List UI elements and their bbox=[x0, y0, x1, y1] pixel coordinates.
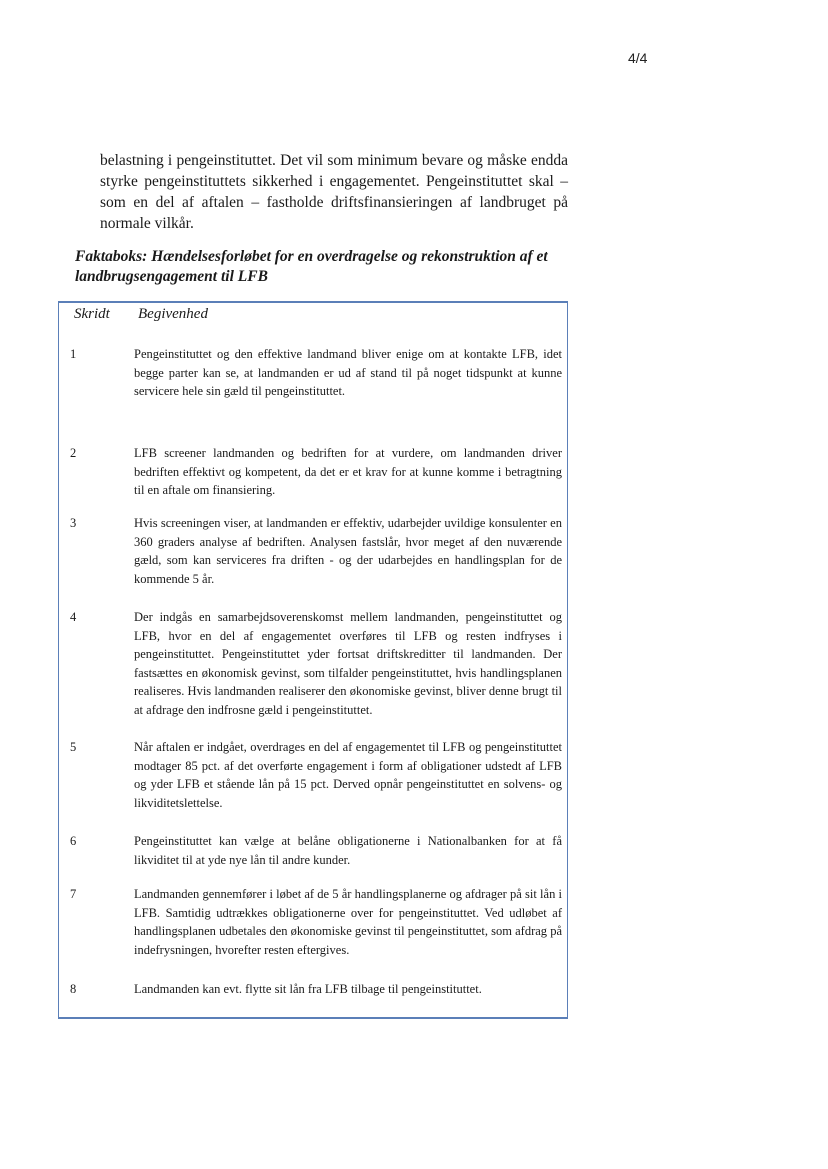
event-text: Landmanden gennemfører i løbet af de 5 år handlingsplanerne og afdrager på sit lån i LFB. Samtidig udtrækkes obligationerne over for pengeinstituttet. Ved udløbet af handlingsplanen udbetales den økonomiske gevinst til pengeinstituttet, som afdrag på indefrysningen, hvorefter resten eftergives. bbox=[134, 887, 562, 957]
step-number: 4 bbox=[70, 610, 77, 624]
step-number: 7 bbox=[70, 887, 77, 901]
step-number: 8 bbox=[70, 982, 77, 996]
step-number: 1 bbox=[70, 347, 77, 361]
event-text: Pengeinstituttet kan vælge at belåne obligationerne i Nationalbanken for at få likviditet til at yde nye lån til andre kunder. bbox=[134, 834, 562, 867]
faktaboks-title: Faktaboks: Hændelsesforløbet for en overdragelse og rekonstruktion af et landbrugsengagement til LFB bbox=[75, 248, 548, 285]
page-number: 4/4 bbox=[628, 50, 648, 66]
header-event: Begivenhed bbox=[138, 306, 208, 322]
step-number: 5 bbox=[70, 740, 77, 754]
event-text: Hvis screeningen viser, at landmanden er effektiv, udarbejder uvildige konsulenter en 360 graders analyse af bedriften. Analysen fastslår, hvor meget af den nuværende gæld, som kan serviceres fra driften - og der udarbejdes en handlingsplan for de kommende 5 år. bbox=[134, 516, 562, 586]
step-number: 3 bbox=[70, 516, 77, 530]
event-text: Pengeinstituttet og den effektive landmand bliver enige om at kontakte LFB, idet begge parter kan se, at landmanden er ud af stand til på noget tidspunkt at kunne servicere hele sin gæld til pengeinstituttet. bbox=[134, 347, 562, 399]
event-text: LFB screener landmanden og bedriften for at vurdere, om landmanden driver bedriften effektivt og kompetent, da det er et krav for at kunne komme i betragtning til en aftale om finansiering. bbox=[134, 446, 562, 498]
step-number: 2 bbox=[70, 446, 77, 460]
intro-paragraph: belastning i pengeinstituttet. Det vil som minimum bevare og måske endda styrke pengeinstituttets sikkerhed i engagementet. Pengeinstituttet skal – som en del af aftalen – fastholde driftsfinansieringen af landbruget på normale vilkår. bbox=[100, 152, 568, 232]
header-step: Skridt bbox=[74, 306, 110, 322]
event-text: Landmanden kan evt. flytte sit lån fra LFB tilbage til pengeinstituttet. bbox=[134, 982, 482, 996]
event-text: Når aftalen er indgået, overdrages en del af engagementet til LFB og pengeinstituttet modtager 85 pct. af det overførte engagement i form af obligationer udstedt af LFB og yder LFB et stående lån på 15 pct. Derved opnår pengeinstituttet en solvens- og likviditetslettelse. bbox=[134, 740, 562, 810]
step-number: 6 bbox=[70, 834, 77, 848]
event-text: Der indgås en samarbejdsoverenskomst mellem landmanden, pengeinstituttet og LFB, hvor en del af engagementet overføres til LFB og resten indfryses i pengeinstituttet. Pengeinstituttet yder fortsat driftskreditter til landmanden. Der fastsættes en økonomisk gevinst, som tilfalder pengeinstituttet, hvis handlingsplanen realiseres. Hvis landmanden realiserer den økonomiske gevinst, bliver denne brugt til at afdrage den indfrosne gæld i pengeinstituttet. bbox=[134, 610, 562, 717]
